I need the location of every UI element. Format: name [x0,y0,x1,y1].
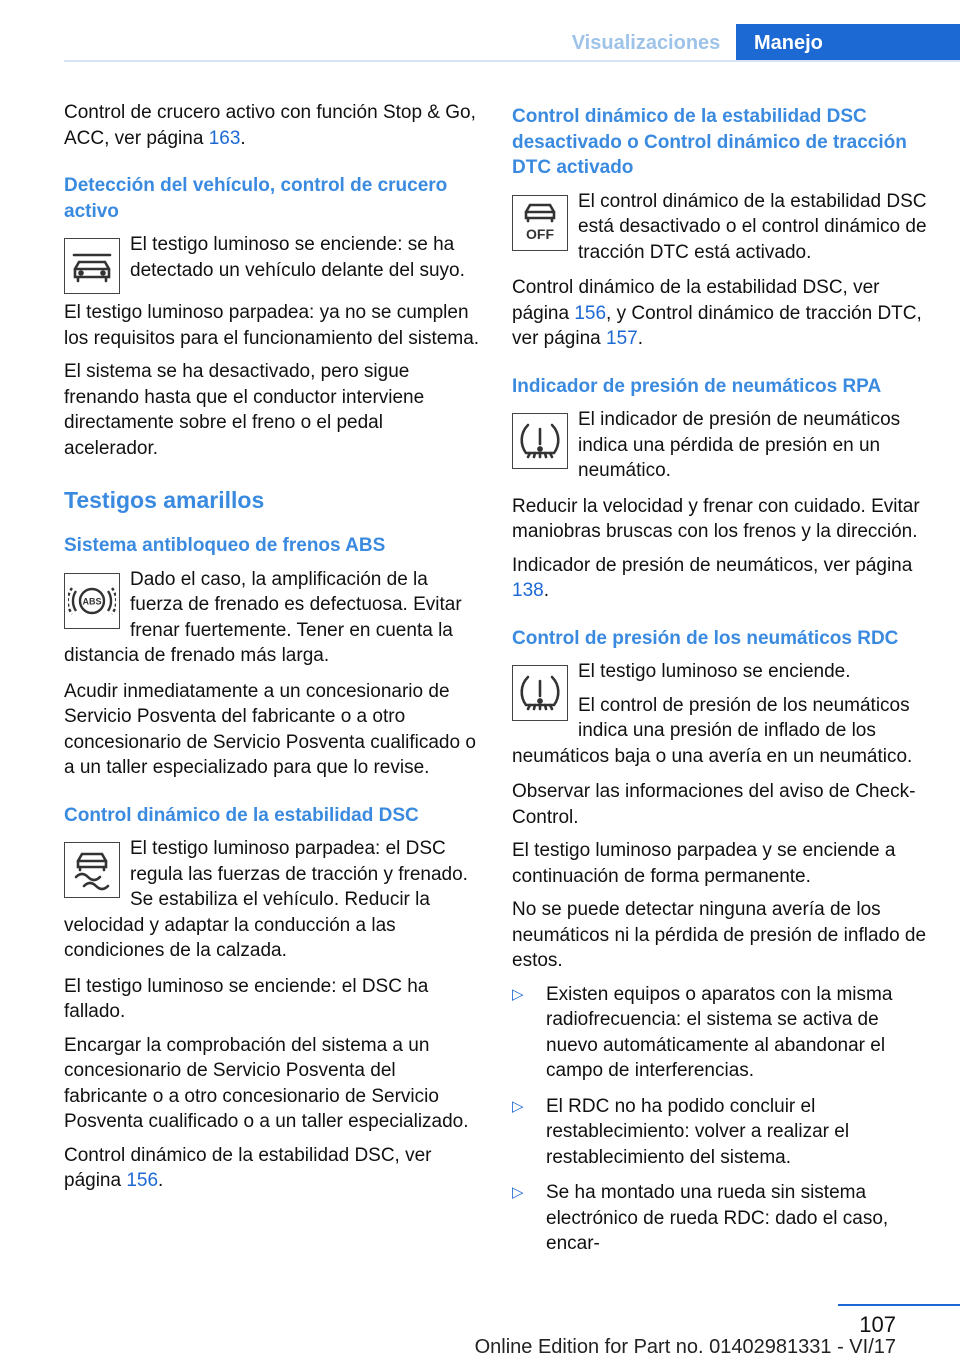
abs-heading: Sistema antibloqueo de frenos ABS [64,535,386,556]
rdc-text-2: El control de presión de los neumáticos indica una presión de inflado de los neumáticos baja o una avería en un neumático. [512,694,913,767]
rpa-text-1: El indicador de presión de neumáticos indica una pérdida de presión en un neumático. [578,409,901,481]
tab-visualizaciones[interactable]: Visualizaciones [571,32,721,54]
dsc-indicator [64,836,480,972]
page-header [0,0,960,62]
dsc-page-link[interactable]: 156 [126,1170,159,1191]
acc-page-link[interactable]: 163 [208,127,241,149]
section-title: Testigos amarillos [64,487,265,513]
svg-text:ABS: ABS [82,596,102,606]
dsc-off-page-link-1[interactable]: 156 [574,302,607,324]
tire-pressure-warning-icon [512,665,568,721]
vehicle-text-1: El testigo luminoso se enciende: se ha detectado un vehículo delante del suyo. [130,234,465,281]
dsc-reference: Control dinámico de la estabilidad DSC, ver página 156. [64,1144,432,1191]
rdc-text-1: El testigo luminoso se enciende. [578,661,851,682]
dsc-text-2: El testigo luminoso se enciende: el DSC ha fallado. [64,975,429,1022]
rdc-bullet-list [512,982,928,1257]
svg-text:OFF: OFF [526,225,554,242]
list-item: ▷ El RDC no ha podido concluir el restablecimiento: volver a realizar el restablecimiento del sistema. [512,1095,850,1168]
right-column [512,100,928,1267]
list-item: ▷ Existen equipos o aparatos con la misma radiofrecuencia: el sistema se activa de nuevo automáticamente al abandonar el campo de interferencias. [512,983,893,1081]
rpa-indicator [512,407,928,492]
list-item: ▷ Se ha montado una rueda sin sistema electrónico de rueda RDC: dado el caso, encar‐ [512,1182,889,1254]
dsc-off-text-1: El control dinámico de la estabilidad DSC está desactivado o el control dinámico de tracción DTC está activado. [578,190,927,263]
dsc-off-indicator [512,189,928,274]
rpa-heading: Indicador de presión de neumáticos RPA [512,375,882,397]
vehicle-ahead-icon [64,238,120,294]
tire-pressure-warning-icon [512,413,568,469]
bullet-triangle-icon: ▷ [512,1184,524,1201]
vehicle-text-3: El sistema se ha desactivado, pero sigue frenando hasta que el conductor interviene directamente sobre el freno o el pedal acelerador. [64,361,425,459]
rdc-indicator [512,659,928,777]
acc-reference: Control de crucero activo con función Stop & Go, ACC, ver página 163. [64,102,476,149]
rpa-text-2: Reducir la velocidad y frenar con cuidado. Evitar maniobras bruscas con los frenos y la dirección. [512,495,920,542]
rpa-page-link[interactable]: 138 [512,580,544,601]
left-column [64,100,480,1202]
dsc-heading: Control dinámico de la estabilidad DSC [64,804,419,826]
rdc-text-4: El testigo luminoso parpadea y se enciende a continuación de forma permanente. [512,840,896,887]
rpa-reference: Indicador de presión de neumáticos, ver página 138. [512,554,913,601]
dsc-icon [64,842,120,898]
bullet-triangle-icon: ▷ [512,985,524,1003]
rdc-heading: Control de presión de los neumáticos RDC [512,627,899,649]
dsc-off-reference: Control dinámico de la estabilidad DSC, ver página 156, y Control dinámico de tracción DTC, ver página 157. [512,277,922,349]
dsc-off-icon [512,195,568,251]
rdc-text-5: No se puede detectar ninguna avería de los neumáticos ni la pérdida de presión de inflado de estos. [512,899,927,971]
dsc-off-page-link-2[interactable]: 157 [606,328,638,349]
abs-text-2: Acudir inmediatamente a un concesionario de Servicio Posventa del fabricante o a otro concesionario de Servicio Posventa cualificado o a un taller especializado para que lo revise. [64,680,476,778]
tab-manejo[interactable]: Manejo [736,24,960,62]
dsc-text-1: El testigo luminoso parpadea: el DSC regula las fuerzas de tracción y frenado. Se estabiliza el vehículo. Reducir la velocidad y adaptar la conducción a las condiciones de la calzada. [64,838,468,961]
dsc-text-3: Encargar la comprobación del sistema a un concesionario de Servicio Posventa del fabricante o a otro concesionario de Servicio Posventa cualificado o a un taller especializado. [64,1034,469,1132]
bullet-triangle-icon: ▷ [512,1097,524,1115]
page-number: 107 [859,1312,896,1337]
header-rule [64,60,960,62]
vehicle-detection-heading: Detección del vehículo, control de crucero activo [64,175,448,222]
dsc-off-heading: Control dinámico de la estabilidad DSC desactivado o Control dinámico de tracción DTC activado [512,106,907,178]
page-number-rule [838,1304,960,1306]
vehicle-text-2: El testigo luminoso parpadea: ya no se cumplen los requisitos para el funcionamiento del sistema. [64,302,480,349]
edition-footer: Online Edition for Part no. 01402981331 - VI/17 [474,1336,896,1358]
vehicle-detection-indicator [64,232,480,298]
abs-text-1: Dado el caso, la amplificación de la fuerza de frenado es defectuosa. Evitar frenar fuertemente. Tener en cuenta la distancia de frenado más larga. [64,568,462,666]
rdc-text-3: Observar las informaciones del aviso de Check-Control. [512,781,916,828]
abs-indicator [64,567,480,677]
abs-warning-icon [64,573,120,629]
